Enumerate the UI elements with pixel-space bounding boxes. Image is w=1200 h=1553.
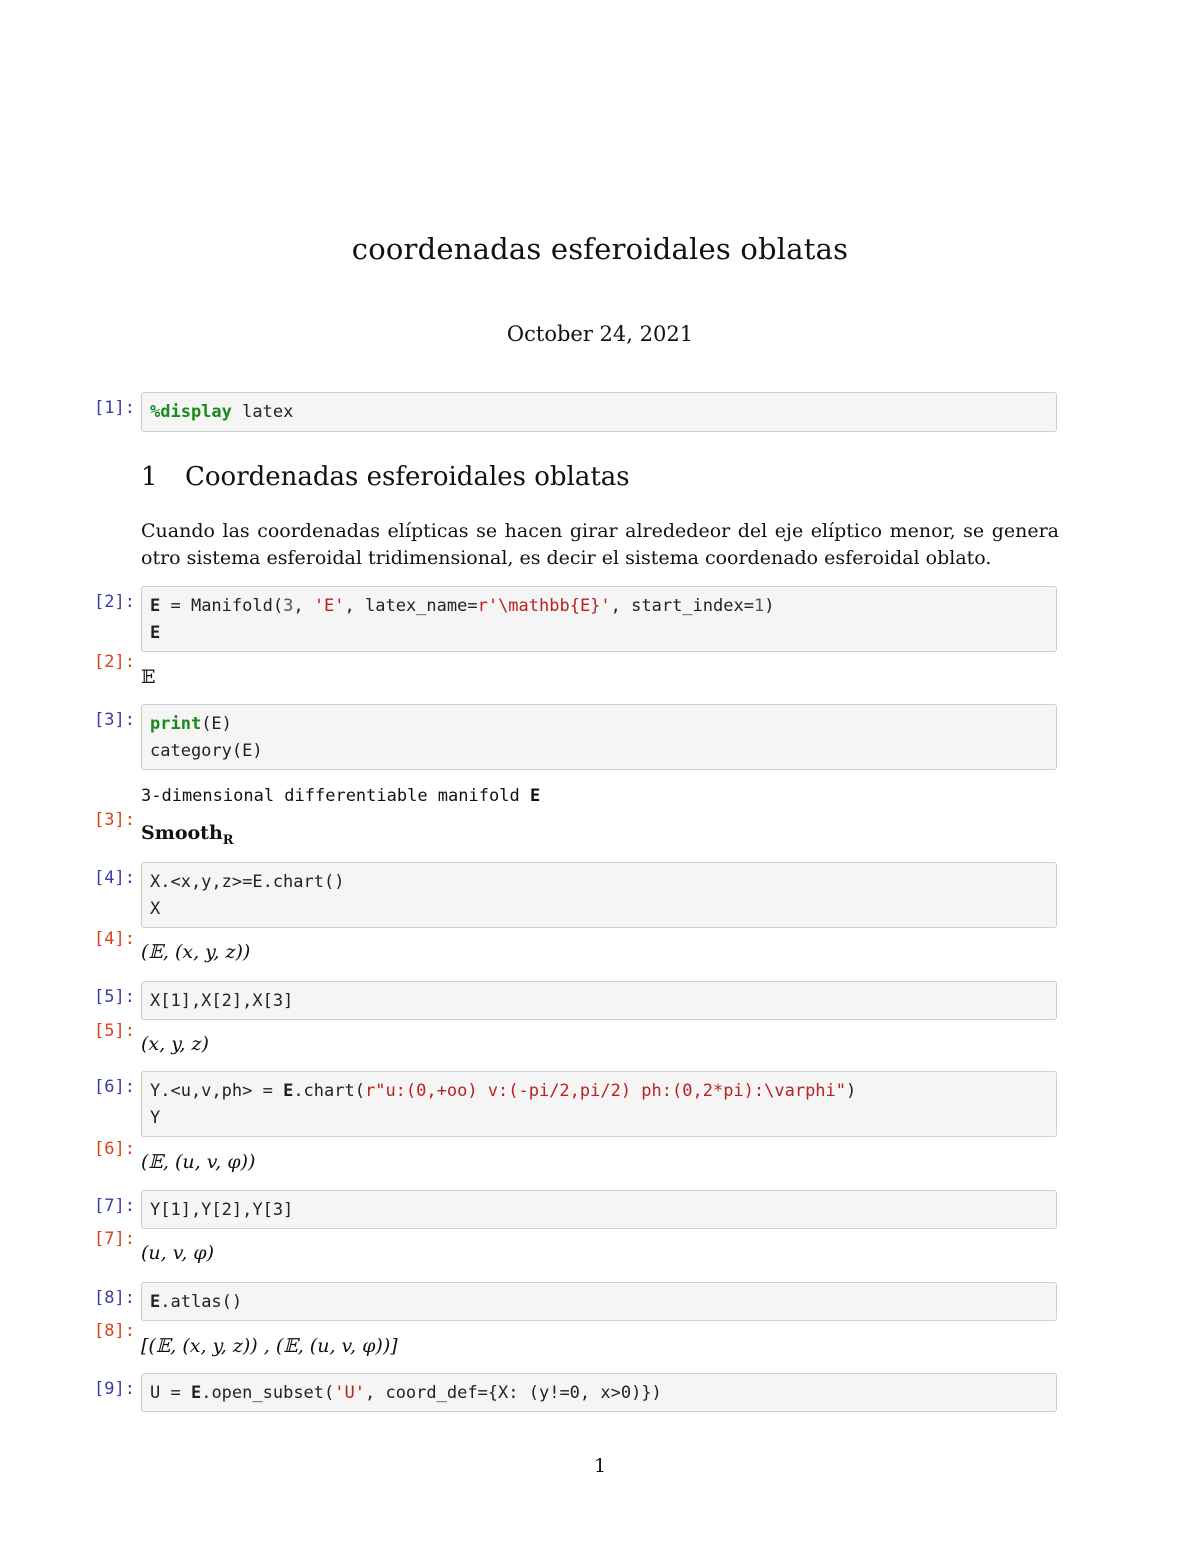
code-token: ) xyxy=(764,596,775,616)
section-heading xyxy=(141,462,630,492)
code-token: ) xyxy=(846,1081,857,1101)
code-token: , start_index= xyxy=(610,596,754,616)
magic-keyword: %display xyxy=(150,402,232,422)
code-token: = Manifold( xyxy=(160,596,284,616)
input-prompt-3: [3]: xyxy=(94,710,135,730)
code-token: X[1],X[2],X[3] xyxy=(150,991,294,1011)
output-prompt-8: [8]: xyxy=(94,1321,135,1341)
code-token: (E) xyxy=(201,714,232,734)
output-7: (u, v, φ) xyxy=(141,1242,215,1264)
code-token: r"u:(0,+oo) v:(-pi/2,pi/2) ph:(0,2*pi):\varphi" xyxy=(364,1081,847,1101)
code-cell-2[interactable] xyxy=(141,586,1057,652)
input-prompt-7: [7]: xyxy=(94,1196,135,1216)
output-3 xyxy=(141,822,234,848)
result-subscript: R xyxy=(222,832,234,848)
code-token: 1 xyxy=(753,596,765,616)
code-token: E xyxy=(150,1292,161,1312)
code-token: .chart( xyxy=(293,1081,365,1101)
output-2: 𝔼 xyxy=(141,666,156,688)
output-8: [(𝔼, (x, y, z)) , (𝔼, (u, v, φ))] xyxy=(141,1335,398,1357)
code-token: E xyxy=(150,623,161,643)
input-prompt-5: [5]: xyxy=(94,987,135,1007)
code-token: Y[1],Y[2],Y[3] xyxy=(150,1200,294,1220)
code-cell-5[interactable] xyxy=(141,981,1057,1020)
output-prompt-3: [3]: xyxy=(94,810,135,830)
code-token: .open_subset( xyxy=(201,1383,335,1403)
code-cell-9[interactable] xyxy=(141,1373,1057,1412)
output-prompt-5: [5]: xyxy=(94,1021,135,1041)
code-cell-4[interactable] xyxy=(141,862,1057,928)
document-date: October 24, 2021 xyxy=(506,322,694,346)
code-token: X xyxy=(150,899,161,919)
stream-text: 3-dimensional differentiable manifold xyxy=(141,786,530,806)
code-cell-8[interactable] xyxy=(141,1282,1057,1321)
code-token: print xyxy=(150,714,202,734)
document-title: coordenadas esferoidales oblatas xyxy=(351,232,849,266)
code-cell-3[interactable] xyxy=(141,704,1057,770)
section-number: 1 xyxy=(141,462,158,492)
output-prompt-4: [4]: xyxy=(94,929,135,949)
code-cell-7[interactable] xyxy=(141,1190,1057,1229)
code-token: r'\mathbb{E}' xyxy=(477,596,611,616)
code-token: , xyxy=(293,596,314,616)
code-token: .atlas() xyxy=(160,1292,243,1312)
result-text: Smooth xyxy=(141,822,223,844)
markdown-paragraph: Cuando las coordenadas elípticas se hacen girar alrededeor del eje elíptico menor, se genera otro sistema esferoidal tridimensional, es decir el sistema coordenado esferoidal oblato. xyxy=(141,520,1059,569)
stream-output-3 xyxy=(141,786,540,806)
code-text: latex xyxy=(231,402,294,422)
code-token: 'U' xyxy=(334,1383,365,1403)
code-token: E xyxy=(190,1383,202,1403)
input-prompt-2: [2]: xyxy=(94,592,135,612)
code-cell-1[interactable] xyxy=(141,392,1057,432)
code-token: Y.<u,v,ph> = xyxy=(150,1081,284,1101)
code-token: , coord_def={X: (y!=0, x>0)}) xyxy=(364,1383,662,1403)
code-token: X.<x,y,z>=E.chart() xyxy=(150,872,345,892)
output-prompt-2: [2]: xyxy=(94,652,135,672)
input-prompt-9: [9]: xyxy=(94,1379,135,1399)
code-token: category(E) xyxy=(150,741,263,761)
code-token: E xyxy=(283,1081,294,1101)
input-prompt-8: [8]: xyxy=(94,1288,135,1308)
input-prompt-4: [4]: xyxy=(94,868,135,888)
code-token: Y xyxy=(150,1108,161,1128)
input-prompt-6: [6]: xyxy=(94,1077,135,1097)
input-prompt-1: [1]: xyxy=(94,398,135,418)
code-token: E xyxy=(150,596,161,616)
section-title: Coordenadas esferoidales oblatas xyxy=(185,462,630,492)
code-token: 3 xyxy=(283,596,294,616)
output-prompt-7: [7]: xyxy=(94,1229,135,1249)
output-prompt-6: [6]: xyxy=(94,1139,135,1159)
output-4: (𝔼, (x, y, z)) xyxy=(141,941,251,963)
output-5: (x, y, z) xyxy=(141,1033,209,1055)
stream-text: E xyxy=(529,786,541,806)
page-number: 1 xyxy=(593,1455,607,1477)
code-cell-6[interactable] xyxy=(141,1071,1057,1137)
code-token: , latex_name= xyxy=(344,596,478,616)
code-token: 'E' xyxy=(313,596,345,616)
code-token: U = xyxy=(150,1383,191,1403)
output-6: (𝔼, (u, v, φ)) xyxy=(141,1151,256,1173)
